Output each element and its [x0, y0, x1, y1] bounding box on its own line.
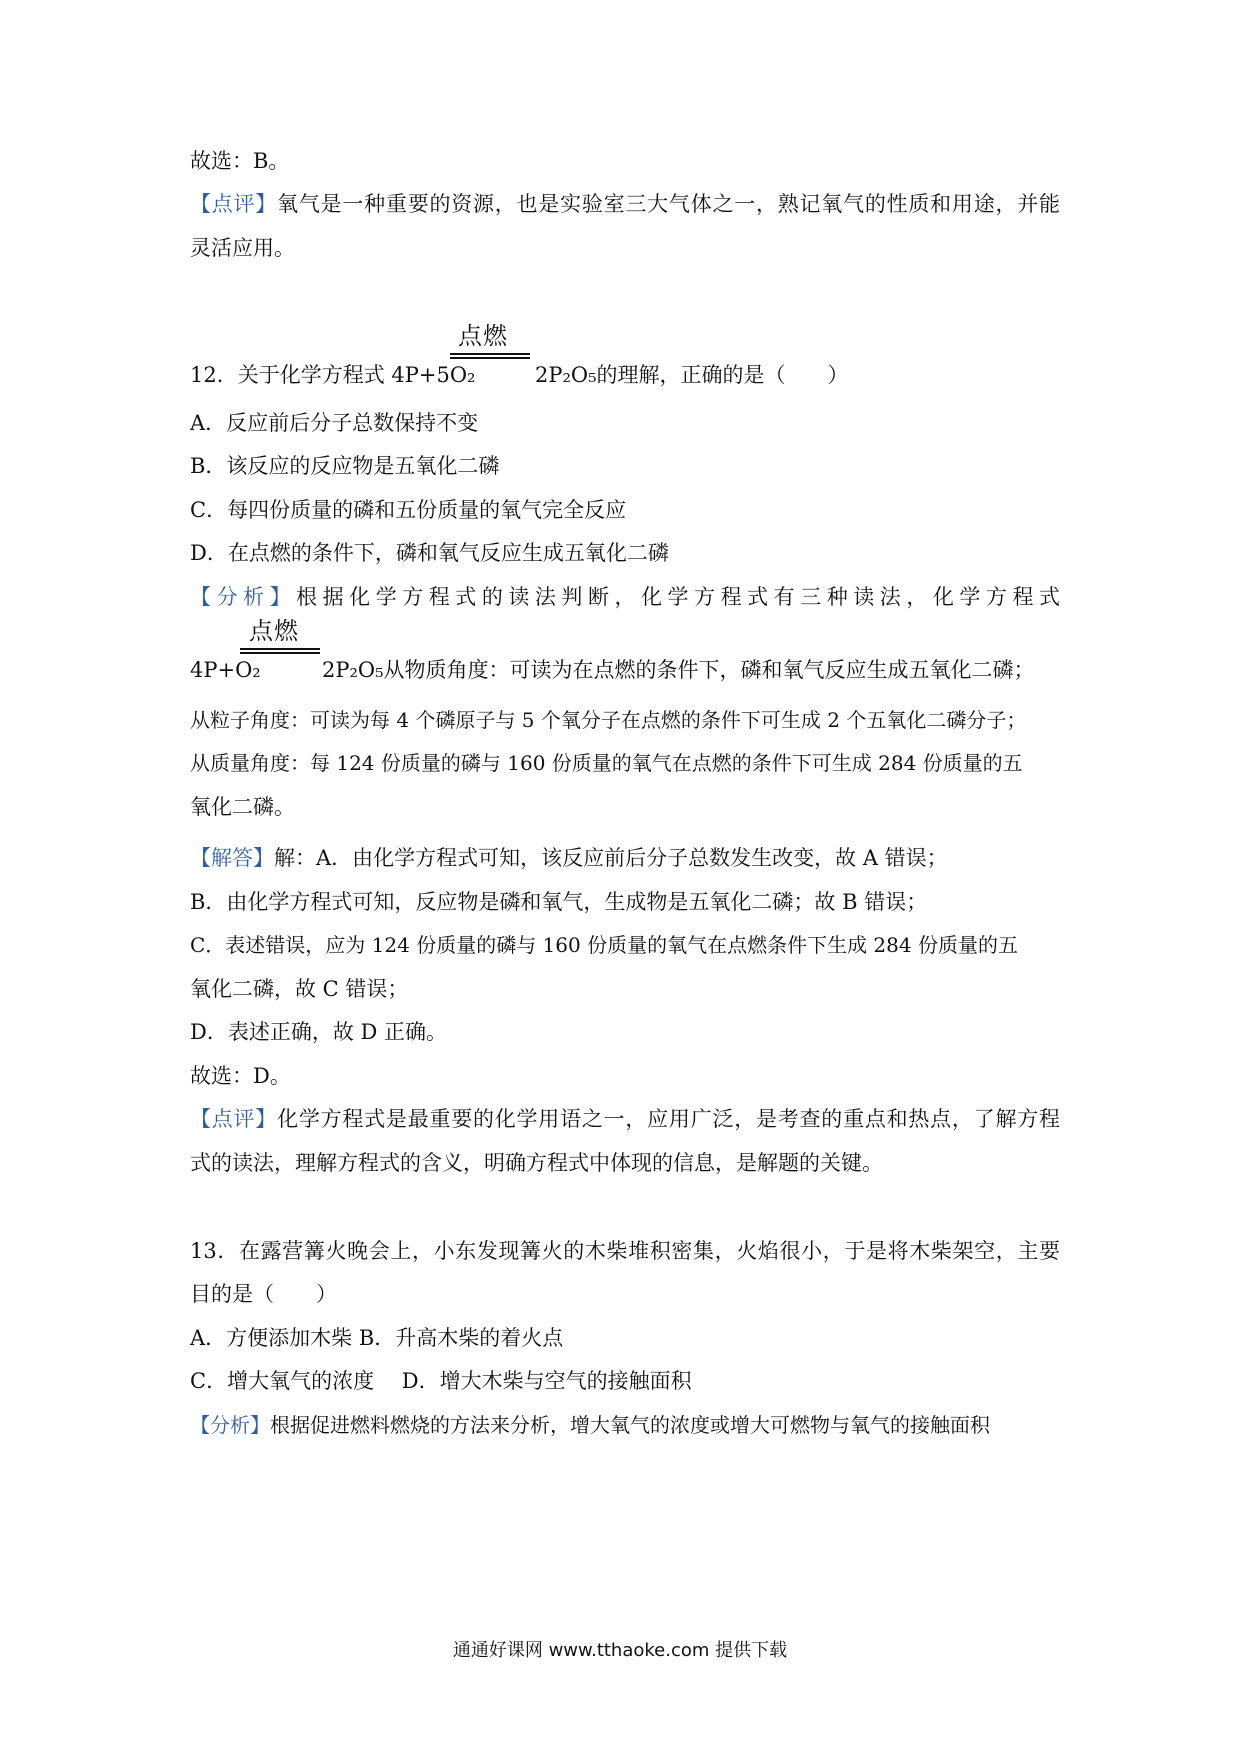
solution-tag: 【解答】 — [190, 846, 274, 870]
comment-line: 【点评】氧气是一种重要的资源，也是实验室三大气体之一，熟记氧气的性质和用途，并能 — [190, 192, 1060, 216]
question-13-options: A．方便添加木柴 B．升高木柴的着火点 — [190, 1326, 564, 1350]
comment-line: 灵活应用。 — [190, 236, 295, 260]
solution-line: 【解答】解：A．由化学方程式可知，该反应前后分子总数发生改变，故 A 错误； — [190, 846, 948, 870]
option-c: C．每四份质量的磷和五份质量的氧气完全反应 — [190, 498, 627, 522]
answer-line: 故选：B。 — [190, 149, 290, 173]
equation-bar — [450, 353, 530, 355]
comment-line: 【点评】化学方程式是最重要的化学用语之一，应用广泛，是考查的重点和热点，了解方程 — [190, 1107, 1060, 1131]
comment-line: 式的读法，理解方程式的含义，明确方程式中体现的信息，是解题的关键。 — [190, 1151, 883, 1175]
analysis-tag: 【分析】 — [190, 1413, 270, 1437]
comment-tag: 【点评】 — [190, 1107, 278, 1131]
analysis-line: 【分析】根据促进燃料燃烧的方法来分析，增大氧气的浓度或增大可燃物与氧气的接触面积 — [190, 1413, 990, 1437]
question-13-stem: 13．在露营篝火晚会上，小东发现篝火的木柴堆积密集，火焰很小，于是将木柴架空，主要 — [190, 1239, 1060, 1263]
equation-bar — [240, 652, 320, 654]
analysis-line: 氧化二磷。 — [190, 795, 295, 819]
reaction-condition: 点燃 — [249, 617, 299, 645]
reaction-condition: 点燃 — [458, 322, 508, 350]
answer-line: 故选：D。 — [190, 1064, 291, 1088]
option-a: A．反应前后分子总数保持不变 — [190, 411, 479, 435]
option-d: D．在点燃的条件下，磷和氧气反应生成五氧化二磷 — [190, 541, 669, 565]
analysis-line: 【分析】根据化学方程式的读法判断，化学方程式有三种读法，化学方程式 — [190, 585, 1060, 609]
solution-line: B．由化学方程式可知，反应物是磷和氧气，生成物是五氧化二磷；故 B 错误； — [190, 890, 928, 914]
question-13-stem: 目的是（ ） — [190, 1282, 337, 1306]
solution-line: D．表述正确，故 D 正确。 — [190, 1020, 448, 1044]
question-13-options: C．增大氧气的浓度 D．增大木柴与空气的接触面积 — [190, 1369, 692, 1393]
analysis-equation: 4P+O₂ — [190, 658, 261, 682]
equation-bar — [240, 648, 320, 650]
footer-source: 通通好课网 www.tthaoke.com 提供下载 — [452, 1640, 788, 1661]
analysis-line: 从质量角度：每 124 份质量的磷与 160 份质量的氧气在点燃的条件下可生成 284 份质量的五 — [190, 751, 1023, 775]
equation-bar — [450, 357, 530, 359]
question-12-stem-end: 2P₂O₅的理解，正确的是（ ） — [535, 363, 849, 387]
analysis-line: 从粒子角度：可读为每 4 个磷原子与 5 个氧分子在点燃的条件下可生成 2 个五氧化二磷分子； — [190, 708, 1027, 732]
solution-line: 氧化二磷，故 C 错误； — [190, 977, 409, 1001]
analysis-line: 2P₂O₅从物质角度：可读为在点燃的条件下，磷和氧气反应生成五氧化二磷； — [322, 658, 1035, 682]
question-12-stem: 12．关于化学方程式 4P+5O₂ — [190, 363, 476, 387]
analysis-tag: 【分析】 — [190, 585, 297, 609]
option-b: B．该反应的反应物是五氧化二磷 — [190, 454, 500, 478]
comment-tag: 【点评】 — [190, 192, 278, 216]
solution-line: C．表述错误，应为 124 份质量的磷与 160 份质量的氧气在点燃条件下生成 284 份质量的五 — [190, 933, 1018, 957]
